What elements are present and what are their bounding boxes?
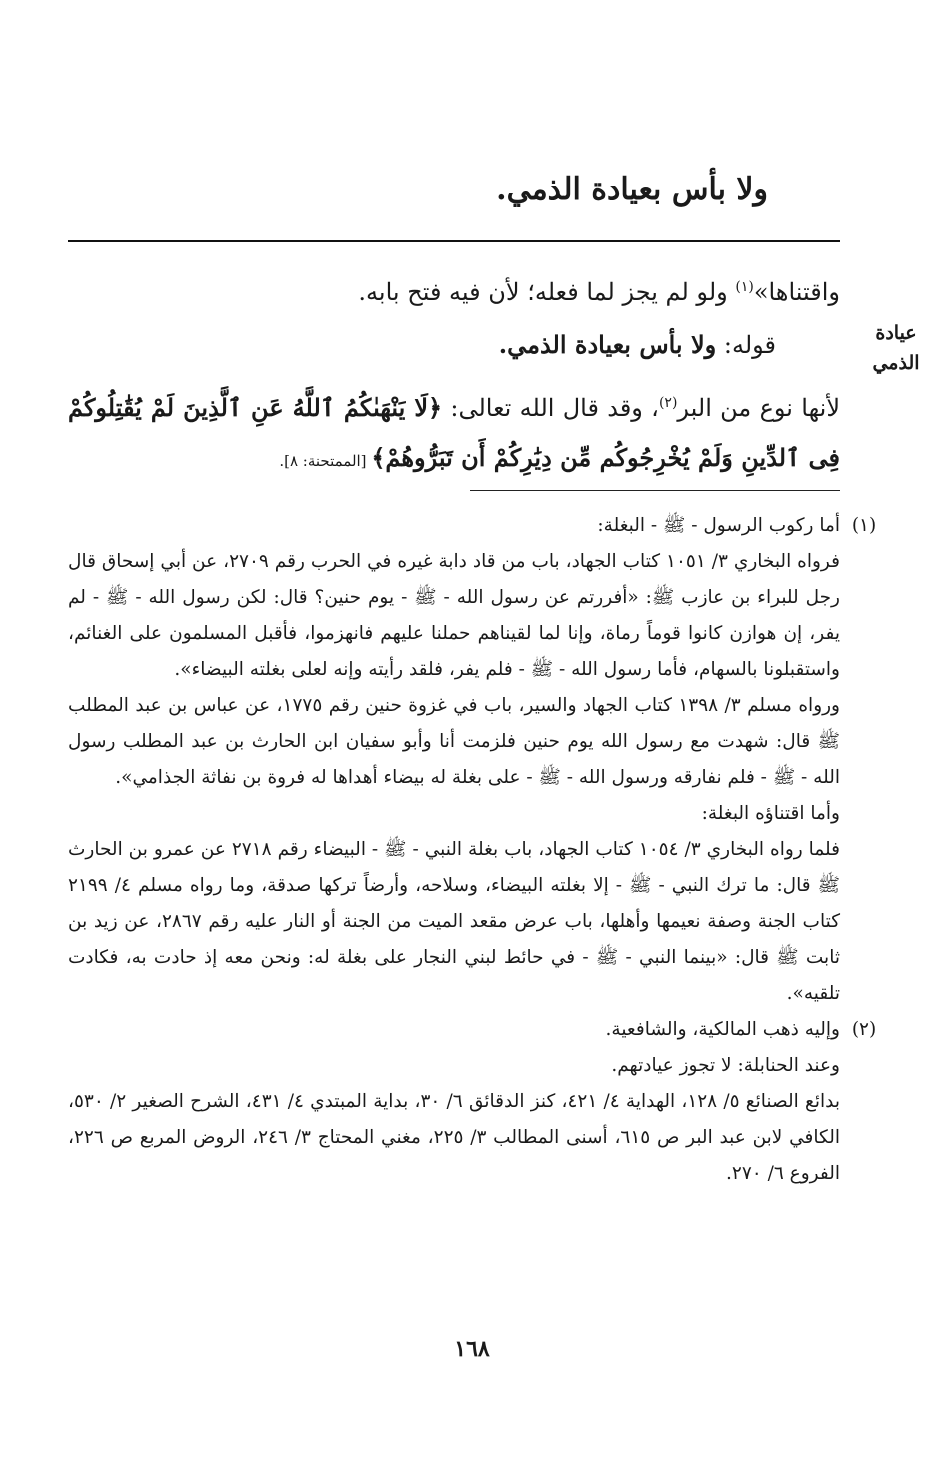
margin-note-line1: عيادة [875, 322, 917, 344]
footnote-number: (٢) [851, 1019, 877, 1040]
main-body-paragraph [68, 378, 840, 486]
footnote-paragraph: أما ركوب الرسول - ﷺ - البغلة: [597, 515, 840, 536]
footnote-ref-1: (١) [735, 279, 754, 295]
footnote-1 [68, 508, 877, 1012]
body-text-a: لأنها نوع من البر [677, 394, 841, 422]
margin-note-line2: الذمي [872, 352, 920, 374]
footnotes [68, 508, 877, 1192]
footnote-paragraph: وعند الحنابلة: لا تجوز عيادتهم. [611, 1055, 840, 1076]
header-divider [68, 240, 840, 242]
page-header-title: ولا بأس بعيادة الذمي. [496, 172, 768, 207]
quran-verse: ﴿لَا يَنْهَىٰكُمُ ٱللَّهُ عَنِ ٱلَّذِينَ لَمْ يُقَٰتِلُوكُمْ فِى ٱلدِّينِ وَلَمْ يُخْرِجُوكُم مِّن دِيَٰرِكُمْ أَن تَبَرُّوهُمْ﴾ [68, 393, 840, 472]
qawl-label: قوله: [716, 331, 776, 359]
footnote-divider [470, 490, 840, 491]
footnote-paragraph: بدائع الصنائع ٥/ ١٢٨، الهداية ٤/ ٤٢١، كنز الدقائق ٦/ ٣٠، بداية المبتدي ٤/ ٤٣١، الشرح الصغير ٢/ ٥٣٠، الكافي لابن عبد البر ص ٦١٥، أسنى المطالب ٣/ ٢٢٥، مغني المحتاج ٣/ ٢٤٦، الروض المربع ص ٢٢٦، الفروع ٦/ ٢٧٠. [68, 1091, 841, 1184]
footnote-paragraph: فلما رواه البخاري ٣/ ١٠٥٤ كتاب الجهاد، باب بغلة النبي - ﷺ - البيضاء رقم ٢٧١٨ عن عمرو بن الحارث ﷺ قال: ما ترك النبي - ﷺ - إلا بغلته البيضاء، وسلاحه، وأرضاً تركها صدقة، وما رواه مسلم ٤/ ٢١٩٩ كتاب الجنة وصفة نعيمها وأهلها، باب عرض مقعد الميت من الجنة أو النار عليه رقم ٢٨٦٧، عن زيد بن ثابت ﷺ قال: «بينما النبي - ﷺ - في حائط لبني النجار على بغلة له: ونحن معه إذ حادت به، فكادت تلقيه». [68, 839, 840, 1004]
footnote-paragraph: وإليه ذهب المالكية، والشافعية. [605, 1019, 840, 1040]
qawl-text: ولا بأس بعيادة الذمي. [498, 330, 717, 359]
footnote-2 [68, 1012, 877, 1192]
footnote-paragraph: فرواه البخاري ٣/ ١٠٥١ كتاب الجهاد، باب من قاد دابة غيره في الحرب رقم ٢٧٠٩، عن أبي إسحاق قال رجل للبراء بن عازب ﷺ: «أفررتم عن رسول الله - ﷺ - يوم حنين؟ قال: لكن رسول الله - ﷺ - لم يفر، إن هوازن كانوا قوماً رماة، وإنا لما لقيناهم حملنا عليهم فانهزموا، فأقبل المسلمون على الغنائم، واستقبلونا بالسهام، فأما رسول الله - ﷺ - فلم يفر، فلقد رأيته وإنه لعلى بغلته البيضاء». [68, 551, 840, 680]
page-number: ١٦٨ [454, 1336, 490, 1362]
main-text-line1 [68, 262, 840, 317]
margin-note [860, 318, 932, 378]
body-text-b: ، وقد قال الله تعالى: [442, 394, 659, 422]
footnote-paragraph: وأما اقتناؤه البغلة: [701, 803, 840, 824]
footnote-number: (١) [851, 515, 877, 536]
line1-text-a: واقتناها» [753, 278, 840, 306]
quran-reference: [الممتحنة: ٨]. [279, 452, 372, 470]
footnote-ref-2: (٢) [658, 395, 678, 411]
line1-text-b: ولو لم يجز لما فعله؛ لأن فيه فتح بابه. [358, 278, 736, 306]
footnote-paragraph: ورواه مسلم ٣/ ١٣٩٨ كتاب الجهاد والسير، باب في غزوة حنين رقم ١٧٧٥، عن عباس بن عبد المطلب ﷺ قال: شهدت مع رسول الله يوم حنين فلزمت أنا وأبو سفيان ابن الحارث بن عبد المطلب رسول الله - ﷺ - فلم نفارقه ورسول الله - ﷺ - على بغلة له بيضاء أهداها له فروة بن نفاثة الجذامي». [68, 695, 840, 788]
qawl-line [499, 320, 776, 370]
